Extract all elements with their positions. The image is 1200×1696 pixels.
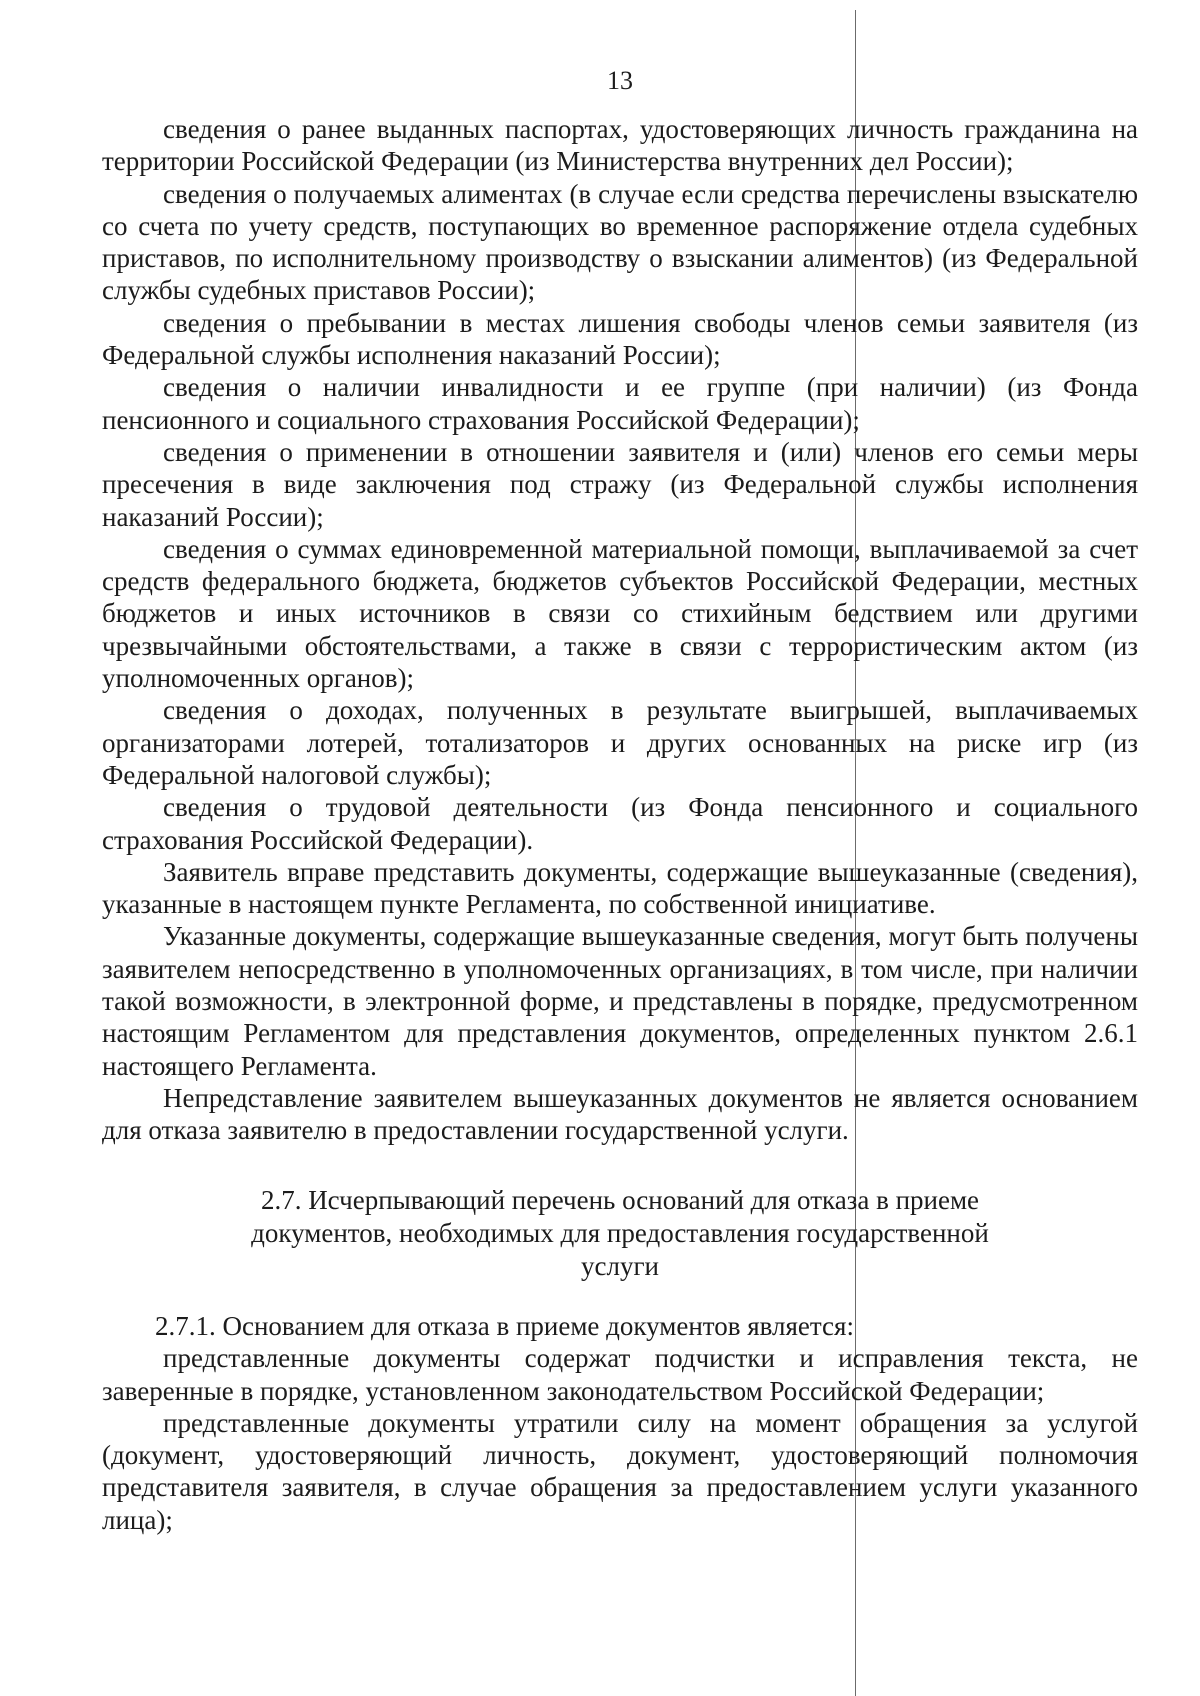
section-body xyxy=(102,1310,1138,1536)
paragraph-refusal-grounds: 2.7.1. Основанием для отказа в приеме документов является: xyxy=(155,1311,854,1341)
section-heading-line-2: документов, необходимых для предоставления государственной xyxy=(251,1218,989,1248)
document-body xyxy=(102,113,1138,1147)
paragraph-documents-obtaining: Указанные документы, содержащие вышеуказанные сведения, могут быть получены заявителем непосредственно в уполномоченных организациях, в том числе, при наличии такой возможности, в электронной форме, и представлены в порядке, предусмотренном настоящим Регламентом для представления документов, определенных пунктом 2.6.1 настоящего Регламента. xyxy=(102,921,1138,1081)
paragraph-imprisonment-info: сведения о пребывании в местах лишения свободы членов семьи заявителя (из Федеральной службы исполнения наказаний России); xyxy=(102,307,1138,371)
paragraph-alimony-info: сведения о получаемых алиментах (в случае если средства перечислены взыскателю со счета по учету средств, поступающих во временное распоряжение отдела судебных приставов, по исполнительному производству о взыскании алиментов) (из Федеральной службы судебных приставов России); xyxy=(102,178,1138,306)
paragraph-passports-info: сведения о ранее выданных паспортах, удостоверяющих личность гражданина на территории Российской Федерации (из Министерства внутренних дел России); xyxy=(102,114,1138,177)
paragraph-lottery-income-info: сведения о доходах, полученных в результате выигрышей, выплачиваемых организаторами лотерей, тотализаторов и других основанных на риске игр (из Федеральной налоговой службы); xyxy=(102,695,1138,790)
paragraph-non-submission: Непредставление заявителем вышеуказанных документов не является основанием для отказа заявителю в предоставлении государственной услуги. xyxy=(102,1082,1138,1146)
paragraph-expired-documents-ground: представленные документы утратили силу на момент обращения за услугой (документ, удостоверяющий личность, документ, удостоверяющий полномочия представителя заявителя, в случае обращения за предоставлением услуги указанного лица); xyxy=(102,1407,1138,1535)
section-heading-line-3: услуги xyxy=(581,1251,659,1281)
paragraph-corrections-ground: представленные документы содержат подчистки и исправления текста, не заверенные в порядке, установленном законодательством Российской Федерации; xyxy=(102,1343,1138,1406)
paragraph-labor-activity-info: сведения о трудовой деятельности (из Фонда пенсионного и социального страхования Российской Федерации). xyxy=(102,792,1138,855)
paragraph-custody-info: сведения о применении в отношении заявителя и (или) членов его семьи меры пресечения в виде заключения под стражу (из Федеральной службы исполнения наказаний России); xyxy=(102,436,1138,532)
page-number: 13 xyxy=(607,66,633,95)
paragraph-applicant-right: Заявитель вправе представить документы, содержащие вышеуказанные (сведения), указанные в настоящем пункте Регламента, по собственной инициативе. xyxy=(102,856,1138,920)
paragraph-disability-info: сведения о наличии инвалидности и ее группе (при наличии) (из Фонда пенсионного и социального страхования Российской Федерации); xyxy=(102,372,1138,435)
paragraph-material-aid-info: сведения о суммах единовременной материальной помощи, выплачиваемой за счет средств федерального бюджета, бюджетов субъектов Российской Федерации, местных бюджетов и иных источников в связи со стихийным бедствием или другими чрезвычайными обстоятельствами, а также в связи с террористическим актом (из уполномоченных органов); xyxy=(102,533,1138,694)
section-heading-line-1: 2.7. Исчерпывающий перечень оснований для отказа в приеме xyxy=(260,1185,980,1215)
section-heading xyxy=(200,1184,1040,1283)
